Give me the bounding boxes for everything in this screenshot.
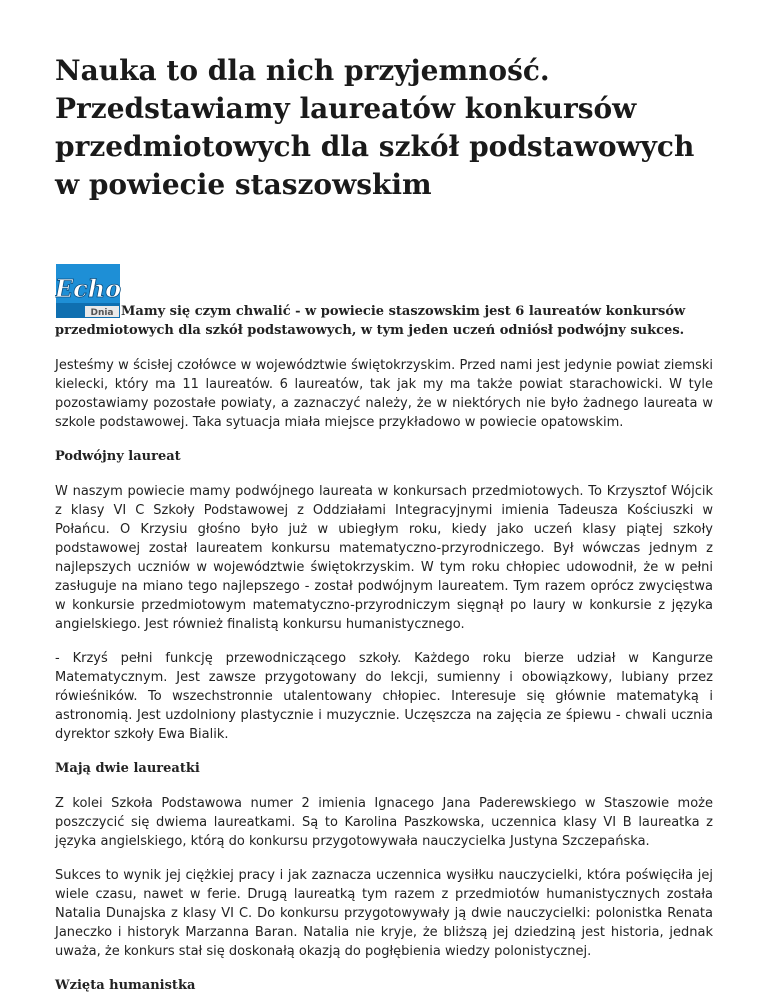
paragraph-5: Sukces to wynik jej ciężkiej pracy i jak zaznacza uczennica wysiłku nauczycielki, która poświęciła jej wiele czasu, nawet w ferie. Drugą laureatką tym razem z przedmiotów humanistycznych została Natalia Dunajska z klasy VI C. Do konkursu przygotowywały ją dwie nauczycielki: polonistka Renata Janeczko i historyk Marzanna Baran. Natalia nie kryje, że bliższą jej dziedziną jest historia, jednak uważa, że konkurs stał się doskonałą okazją do pogłębienia wiedzy polonistycznej. — [55, 868, 713, 959]
echo-dnia-logo-icon — [55, 263, 121, 319]
heading-two-laureates: Mają dwie laureatki — [55, 761, 200, 776]
heading-humanist: Wzięta humanistka — [55, 978, 196, 993]
heading-double-laureate: Podwójny laureat — [55, 449, 181, 464]
paragraph-1: Jesteśmy w ścisłej czołówce w województwie świętokrzyskim. Przed nami jest jedynie powiat ziemski kielecki, który ma 11 laureatów. 6 laureatów, tak jak my ma także powiat starachowicki. W tyle pozostawiamy pozostałe powiaty, a zaznaczyć należy, że w niektórych nie było żadnego laureata w szkole podstawowej. Taka sytuacja miała miejsce przykładowo w powiecie opatowskim. — [55, 358, 713, 430]
lead-text: Mamy się czym chwalić - w powiecie staszowskim jest 6 laureatów konkursów przedmiotowych dla szkół podstawowych, w tym jeden uczeń odniósł podwójny sukces. — [55, 304, 686, 338]
article-title: Nauka to dla nich przyjemność. Przedstawiamy laureatów konkursów przedmiotowych dla szkół podstawowych w powiecie staszowskim — [55, 54, 695, 201]
article-lead — [55, 263, 713, 340]
logo-main-text: Echo — [55, 274, 121, 303]
paragraph-2: W naszym powiecie mamy podwójnego laureata w konkursach przedmiotowych. To Krzysztof Wójcik z klasy VI C Szkoły Podstawowej z Oddziałami Integracyjnymi imienia Tadeusza Kościuszki w Połańcu. O Krzysiu głośno było już w ubiegłym roku, kiedy jako uczeń klasy piątej szkoły podstawowej został laureatem konkursu matematyczno-przyrodniczego. Był wówczas jednym z najlepszych uczniów w województwie świętokrzyskim. W tym roku chłopiec udowodnił, że w pełni zasługuje na miano tego najlepszego - został podwójnym laureatem. Tym razem oprócz zwycięstwa w konkursie przedmiotowym matematyczno-przyrodniczym sięgnął po laury w konkursie z języka angielskiego. Jest również finalistą konkursu humanistycznego. — [55, 484, 713, 632]
paragraph-3: - Krzyś pełni funkcję przewodniczącego szkoły. Każdego roku bierze udział w Kangurze Matematycznym. Jest zawsze przygotowany do lekcji, sumienny i obowiązkowy, lubiany przez rówieśników. To wszechstronnie utalentowany chłopiec. Interesuje się głównie matematyką i astronomią. Jest uzdolniony plastycznie i muzycznie. Uczęszcza na zajęcia ze śpiewu - chwali ucznia dyrektor szkoły Ewa Bialik. — [55, 651, 713, 742]
logo-sub-text: Dnia — [90, 308, 114, 318]
paragraph-4: Z kolei Szkoła Podstawowa numer 2 imienia Ignacego Jana Paderewskiego w Staszowie może poszczycić się dwiema laureatkami. Są to Karolina Paszkowska, uczennica klasy VI B laureatka z języka angielskiego, którą do konkursu przygotowywała nauczycielka Justyna Szczepańska. — [55, 796, 713, 849]
